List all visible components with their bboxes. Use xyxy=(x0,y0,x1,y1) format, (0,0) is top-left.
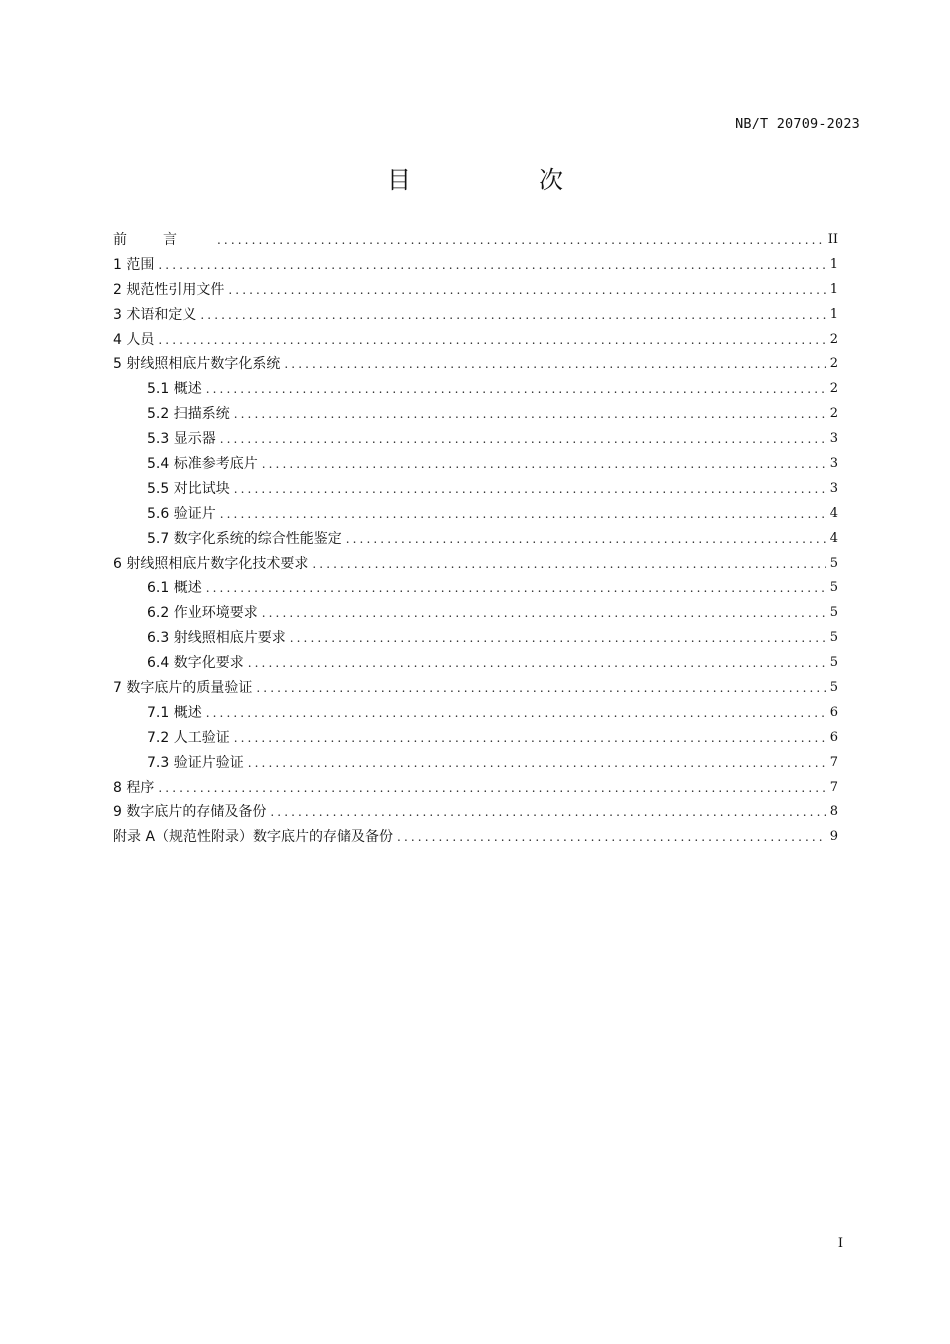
toc-leader-dots xyxy=(220,427,826,452)
toc-entry-label: 5.6 验证片 xyxy=(147,505,216,522)
toc-entry-6-1[interactable] xyxy=(113,576,838,601)
toc-entry-page: 6 xyxy=(829,704,838,720)
toc-entry-label: 9 数字底片的存储及备份 xyxy=(113,804,267,821)
toc-entry-page: 1 xyxy=(829,281,838,297)
toc-entry-label: 4 人员 xyxy=(113,331,155,348)
toc-entry-page: 1 xyxy=(829,306,838,322)
toc-title: 目 次 xyxy=(387,166,615,194)
toc-leader-dots xyxy=(206,576,826,601)
toc-entry-label: 3 术语和定义 xyxy=(113,306,197,323)
toc-leader-dots xyxy=(290,626,826,651)
toc-list xyxy=(113,228,838,850)
toc-entry-6-2[interactable] xyxy=(113,601,838,626)
toc-entry-page: 5 xyxy=(829,655,838,671)
toc-entry-label: 附录 A（规范性附录）数字底片的存储及备份 xyxy=(113,829,394,846)
toc-entry-8[interactable] xyxy=(113,776,838,801)
toc-leader-dots xyxy=(220,502,826,527)
toc-leader-dots xyxy=(217,228,824,253)
toc-entry-page: 8 xyxy=(829,804,838,820)
toc-entry-appendix-a[interactable] xyxy=(113,825,838,850)
toc-entry-9[interactable] xyxy=(113,800,838,825)
toc-entry-label: 7 数字底片的质量验证 xyxy=(113,680,253,697)
toc-entry-4[interactable] xyxy=(113,328,838,353)
toc-entry-page: 5 xyxy=(829,630,838,646)
toc-entry-page: 5 xyxy=(829,555,838,571)
toc-entry-5-1[interactable] xyxy=(113,377,838,402)
toc-entry-page: 5 xyxy=(829,680,838,696)
toc-entry-5-5[interactable] xyxy=(113,477,838,502)
toc-entry-label: 6.3 射线照相底片要求 xyxy=(147,630,286,647)
toc-leader-dots xyxy=(270,800,825,825)
toc-leader-dots xyxy=(248,651,826,676)
toc-entry-label: 6 射线照相底片数字化技术要求 xyxy=(113,555,309,572)
toc-leader-dots xyxy=(200,303,825,328)
toc-entry-6-4[interactable] xyxy=(113,651,838,676)
toc-entry-label: 前言 xyxy=(113,231,213,248)
toc-entry-page: 9 xyxy=(829,829,838,845)
toc-leader-dots xyxy=(312,552,825,577)
toc-entry-1[interactable] xyxy=(113,253,838,278)
toc-entry-preface[interactable] xyxy=(113,228,838,253)
toc-entry-7-1[interactable] xyxy=(113,701,838,726)
toc-entry-5-4[interactable] xyxy=(113,452,838,477)
toc-entry-label: 1 范围 xyxy=(113,256,155,273)
toc-leader-dots xyxy=(158,328,825,353)
toc-entry-label: 5.1 概述 xyxy=(147,381,202,398)
toc-entry-label: 6.2 作业环境要求 xyxy=(147,605,258,622)
toc-leader-dots xyxy=(206,377,826,402)
toc-entry-label: 2 规范性引用文件 xyxy=(113,281,225,298)
toc-entry-label: 5 射线照相底片数字化系统 xyxy=(113,356,281,373)
toc-leader-dots xyxy=(158,776,825,801)
toc-entry-label: 7.2 人工验证 xyxy=(147,729,230,746)
toc-entry-page: II xyxy=(827,231,838,247)
standard-code: NB/T 20709-2023 xyxy=(735,116,860,132)
toc-entry-label: 5.2 扫描系统 xyxy=(147,406,230,423)
toc-entry-label: 7.3 验证片验证 xyxy=(147,754,244,771)
toc-entry-7-3[interactable] xyxy=(113,751,838,776)
toc-leader-dots xyxy=(234,726,826,751)
toc-entry-2[interactable] xyxy=(113,278,838,303)
toc-leader-dots xyxy=(262,601,826,626)
toc-leader-dots xyxy=(284,352,825,377)
toc-entry-page: 2 xyxy=(829,381,838,397)
toc-leader-dots xyxy=(248,751,826,776)
toc-entry-5[interactable] xyxy=(113,352,838,377)
page-number: I xyxy=(837,1236,843,1251)
toc-leader-dots xyxy=(397,825,826,850)
toc-leader-dots xyxy=(234,477,826,502)
toc-leader-dots xyxy=(346,527,826,552)
toc-entry-label: 5.7 数字化系统的综合性能鉴定 xyxy=(147,530,342,547)
toc-entry-label: 5.4 标准参考底片 xyxy=(147,456,258,472)
toc-entry-5-2[interactable] xyxy=(113,402,838,427)
toc-entry-page: 2 xyxy=(829,331,838,347)
toc-entry-page: 3 xyxy=(829,431,838,447)
toc-entry-label: 5.3 显示器 xyxy=(147,431,216,448)
toc-entry-page: 2 xyxy=(829,406,838,422)
toc-entry-label: 7.1 概述 xyxy=(147,704,202,721)
toc-entry-page: 2 xyxy=(829,356,838,372)
toc-entry-page: 7 xyxy=(829,779,838,795)
toc-entry-6-3[interactable] xyxy=(113,626,838,651)
toc-leader-dots xyxy=(234,402,826,427)
toc-entry-7-2[interactable] xyxy=(113,726,838,751)
toc-leader-dots xyxy=(256,676,825,701)
toc-entry-page: 5 xyxy=(829,605,838,621)
toc-entry-7[interactable] xyxy=(113,676,838,701)
toc-leader-dots xyxy=(262,452,826,477)
toc-leader-dots xyxy=(228,278,825,303)
toc-entry-3[interactable] xyxy=(113,303,838,328)
toc-entry-6[interactable] xyxy=(113,552,838,577)
toc-entry-label: 5.5 对比试块 xyxy=(147,480,230,497)
toc-entry-page: 3 xyxy=(829,456,838,471)
toc-entry-label: 8 程序 xyxy=(113,779,155,796)
toc-entry-page: 6 xyxy=(829,729,838,745)
toc-entry-label: 6.1 概述 xyxy=(147,580,202,597)
toc-entry-page: 4 xyxy=(829,505,838,521)
toc-entry-page: 3 xyxy=(829,480,838,496)
toc-leader-dots xyxy=(206,701,826,726)
toc-entry-5-3[interactable] xyxy=(113,427,838,452)
toc-leader-dots xyxy=(158,253,825,278)
toc-entry-page: 4 xyxy=(829,530,838,546)
toc-entry-page: 5 xyxy=(829,580,838,596)
toc-entry-5-7[interactable] xyxy=(113,527,838,552)
toc-entry-page: 7 xyxy=(829,754,838,770)
toc-entry-5-6[interactable] xyxy=(113,502,838,527)
toc-entry-page: 1 xyxy=(829,256,838,272)
toc-entry-label: 6.4 数字化要求 xyxy=(147,655,244,672)
